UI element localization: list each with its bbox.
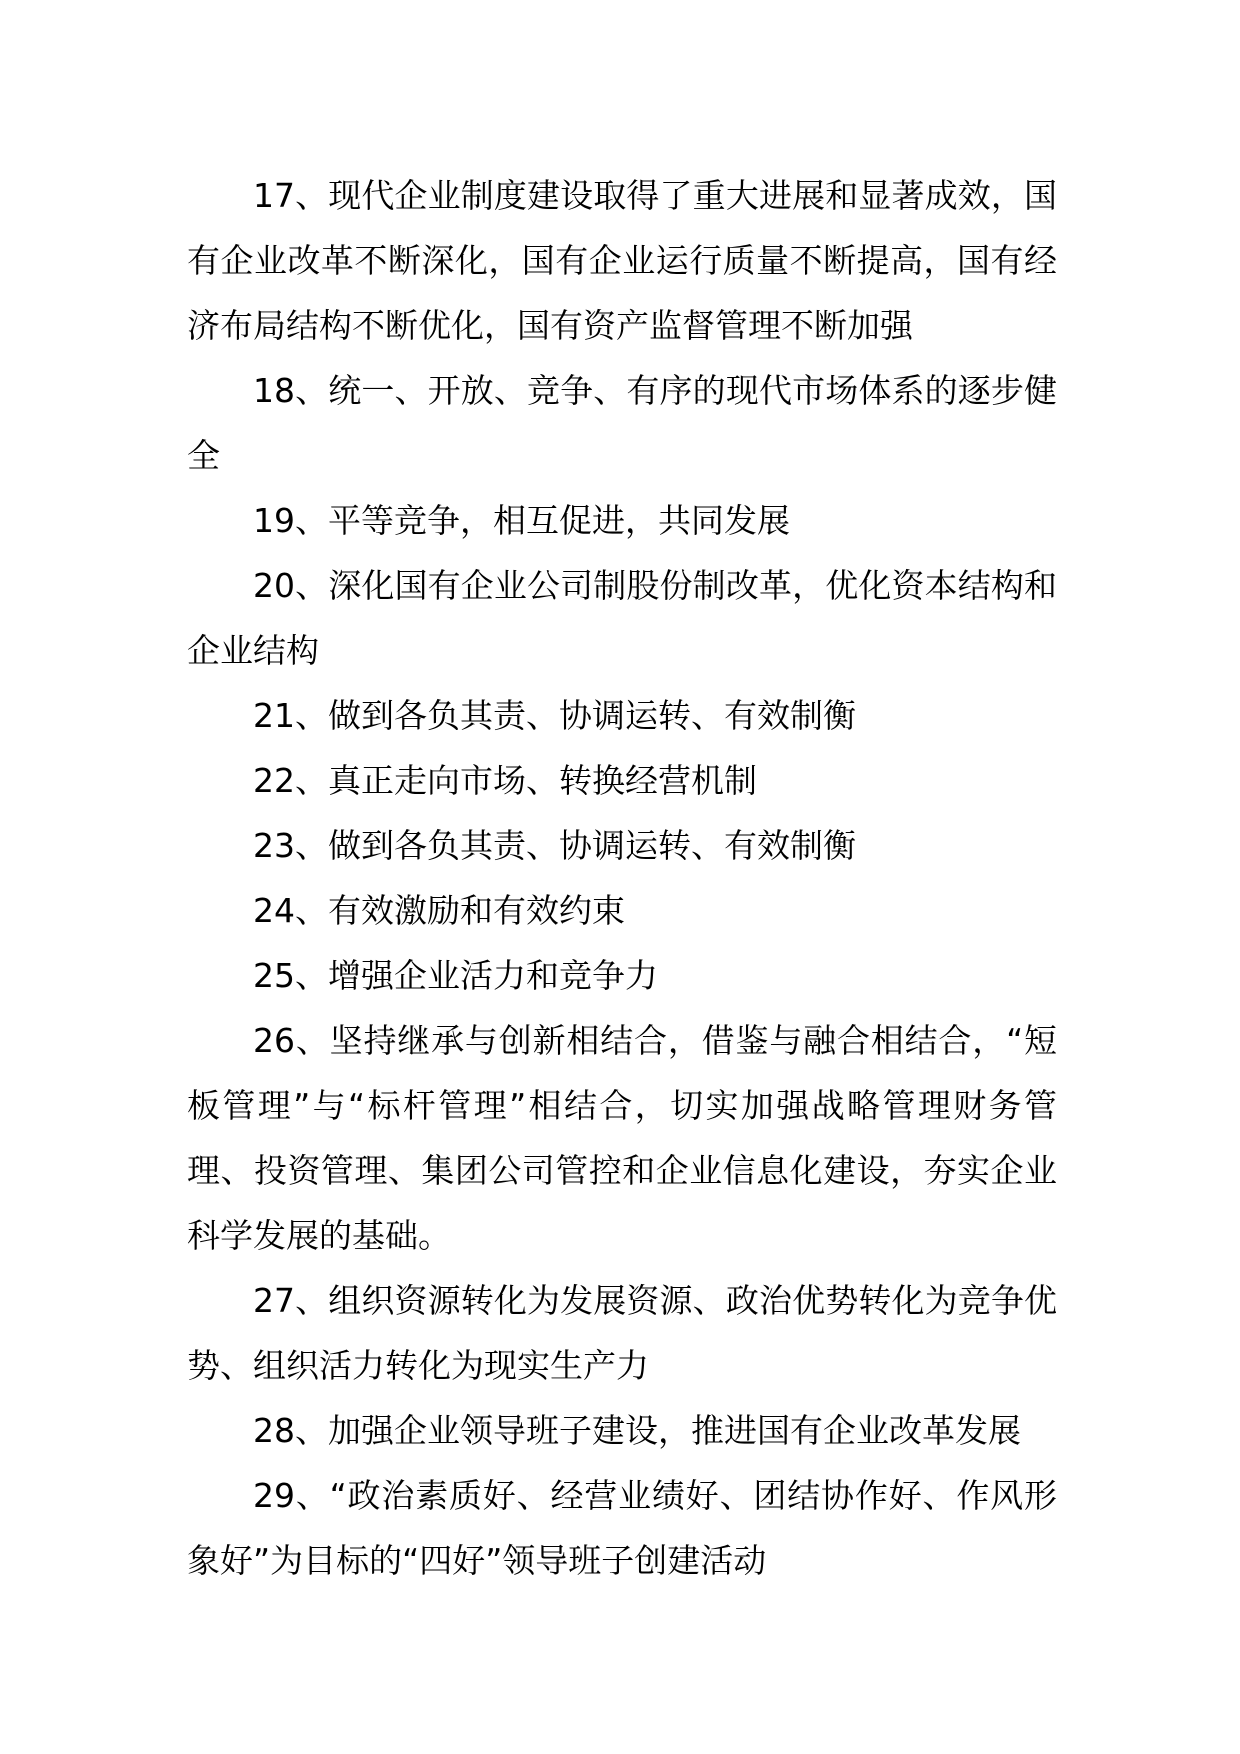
paragraph-20: 20、深化国有企业公司制股份制改革，优化资本结构和企业结构 (187, 566, 1057, 670)
paragraph-27: 27、组织资源转化为发展资源、政治优势转化为竞争优势、组织活力转化为现实生产力 (187, 1281, 1057, 1385)
paragraph-26: 26、坚持继承与创新相结合，借鉴与融合相结合，“短板管理”与“标杆管理”相结合，切实加强战略管理财务管理、投资管理、集团公司管控和企业信息化建设，夯实企业科学发展的基础。 (187, 1021, 1057, 1255)
paragraph-22: 22、真正走向市场、转换经营机制 (253, 761, 757, 800)
document-body (187, 163, 1057, 1593)
paragraph-18: 18、统一、开放、竞争、有序的现代市场体系的逐步健全 (187, 371, 1057, 475)
paragraph-17: 17、现代企业制度建设取得了重大进展和显著成效，国有企业改革不断深化，国有企业运行质量不断提高，国有经济布局结构不断优化，国有资产监督管理不断加强 (187, 176, 1057, 345)
paragraph-23: 23、做到各负其责、协调运转、有效制衡 (253, 826, 856, 865)
paragraph-25: 25、增强企业活力和竞争力 (253, 956, 658, 995)
paragraph-21: 21、做到各负其责、协调运转、有效制衡 (253, 696, 856, 735)
paragraph-28: 28、加强企业领导班子建设，推进国有企业改革发展 (253, 1411, 1021, 1450)
paragraph-19: 19、平等竞争，相互促进，共同发展 (253, 501, 790, 540)
paragraph-24: 24、有效激励和有效约束 (253, 891, 625, 930)
paragraph-29: 29、“政治素质好、经营业绩好、团结协作好、作风形象好”为目标的“四好”领导班子创建活动 (187, 1476, 1057, 1580)
